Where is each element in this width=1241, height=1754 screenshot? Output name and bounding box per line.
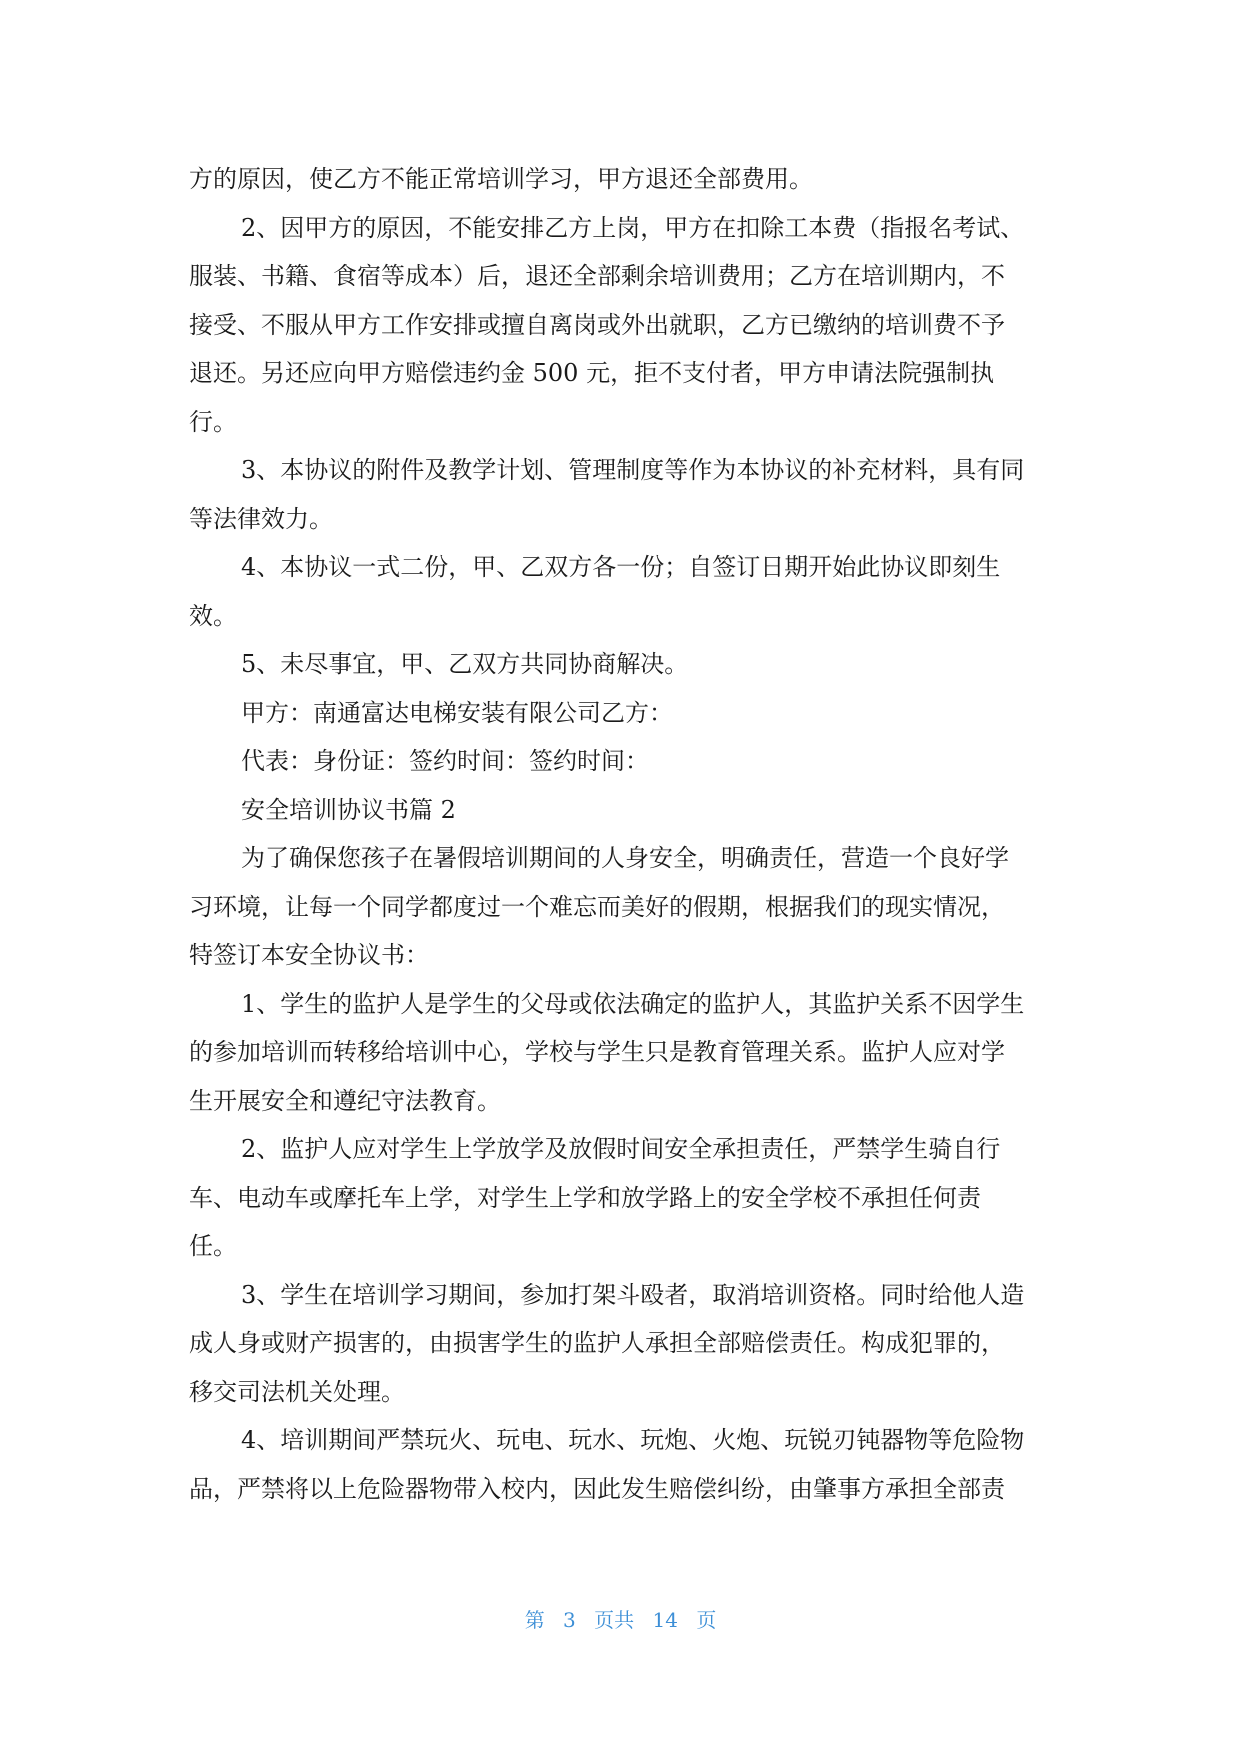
- text-line: 移交司法机关处理。: [189, 1377, 405, 1406]
- text-line: 成人身或财产损害的，由损害学生的监护人承担全部赔偿责任。构成犯罪的，: [189, 1329, 1005, 1357]
- footer-suffix: 页: [696, 1608, 717, 1632]
- text-line: 安全培训协议书篇 2: [241, 795, 456, 824]
- text-line: 效。: [189, 601, 237, 630]
- text-line: 1、学生的监护人是学生的父母或依法确定的监护人，其监护关系不因学生: [241, 989, 1025, 1018]
- body-text: [189, 155, 1059, 1513]
- footer-total-pages: 14: [652, 1608, 678, 1632]
- text-line: 2、因甲方的原因，不能安排乙方上岗，甲方在扣除工本费（指报名考试、: [241, 213, 1025, 242]
- text-line: 方的原因，使乙方不能正常培训学习，甲方退还全部费用。: [189, 165, 813, 193]
- text-line: 等法律效力。: [189, 504, 333, 533]
- text-line: 3、学生在培训学习期间，参加打架斗殴者，取消培训资格。同时给他人造: [241, 1280, 1025, 1309]
- text-line: 4、培训期间严禁玩火、玩电、玩水、玩炮、火炮、玩锐刃钝器物等危险物: [241, 1426, 1025, 1454]
- footer-middle: 页共: [594, 1608, 635, 1632]
- text-line: 为了确保您孩子在暑假培训期间的人身安全，明确责任，营造一个良好学: [241, 844, 1009, 872]
- text-line: 5、未尽事宜，甲、乙双方共同协商解决。: [241, 650, 689, 678]
- page-footer: [0, 1604, 1241, 1633]
- footer-current-page: 3: [563, 1608, 576, 1632]
- footer-prefix: 第: [524, 1608, 545, 1632]
- text-line: 代表：身份证：签约时间：签约时间：: [241, 747, 649, 775]
- text-line: 2、监护人应对学生上学放学及放假时间安全承担责任，严禁学生骑自行: [241, 1135, 1001, 1163]
- text-line: 退还。另还应向甲方赔偿违约金 500 元，拒不支付者，甲方申请法院强制执: [189, 359, 995, 387]
- text-line: 的参加培训而转移给培训中心，学校与学生只是教育管理关系。监护人应对学: [189, 1038, 1005, 1066]
- text-line: 服装、书籍、食宿等成本）后，退还全部剩余培训费用；乙方在培训期内，不: [189, 262, 1005, 290]
- text-line: 接受、不服从甲方工作安排或擅自离岗或外出就职，乙方已缴纳的培训费不予: [189, 310, 1005, 339]
- text-line: 特签订本安全协议书：: [189, 941, 429, 969]
- text-line: 甲方：南通富达电梯安装有限公司乙方：: [241, 698, 673, 727]
- text-line: 品，严禁将以上危险器物带入校内，因此发生赔偿纠纷，由肇事方承担全部责: [189, 1474, 1005, 1503]
- text-line: 生开展安全和遵纪守法教育。: [189, 1086, 501, 1115]
- text-line: 行。: [189, 407, 237, 436]
- text-line: 车、电动车或摩托车上学，对学生上学和放学路上的安全学校不承担任何责: [189, 1183, 981, 1212]
- text-line: 任。: [189, 1232, 237, 1260]
- text-line: 习环境，让每一个同学都度过一个难忘而美好的假期，根据我们的现实情况，: [189, 892, 1005, 921]
- text-line: 3、本协议的附件及教学计划、管理制度等作为本协议的补充材料，具有同: [241, 456, 1025, 484]
- text-line: 4、本协议一式二份，甲、乙双方各一份；自签订日期开始此协议即刻生: [241, 553, 1001, 581]
